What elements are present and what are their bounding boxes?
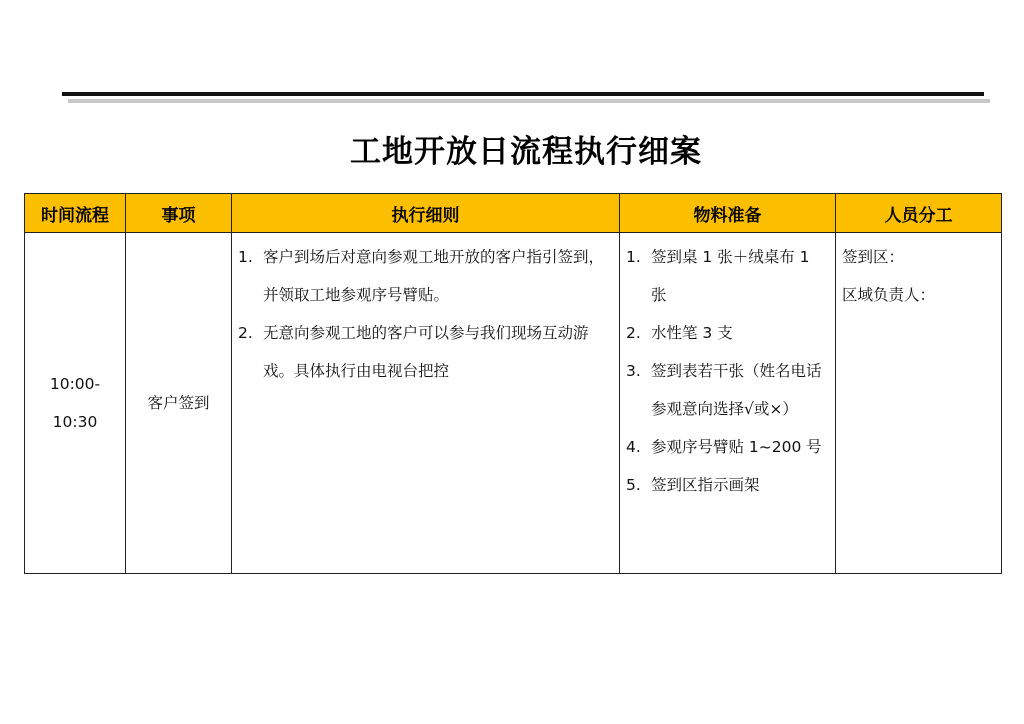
list-item: 5. 签到区指示画架 [626, 476, 760, 494]
materials-cell [620, 233, 836, 574]
list-item: 2. 水性笔 3 支 [626, 324, 733, 342]
materials-list [620, 233, 835, 509]
table-row [25, 233, 1002, 574]
header-rule-shadow [68, 99, 990, 103]
staff-area-lead: 区域负责人： [842, 286, 936, 304]
header-time: 时间流程 [25, 194, 126, 233]
list-item: 4. 参观序号臂贴 1~200 号 [626, 438, 822, 456]
schedule-table [24, 193, 1002, 574]
details-cell [232, 233, 620, 574]
staff-signin-area: 签到区： [842, 248, 905, 266]
table-header-row [25, 194, 1002, 233]
list-item: 3. 签到表若干张（姓名电话参观意向选择√或×） [626, 362, 822, 418]
header-materials: 物料准备 [620, 194, 836, 233]
list-item: 2. 无意向参观工地的客户可以参与我们现场互动游戏。具体执行由电视台把控 [238, 324, 589, 380]
details-list [232, 233, 619, 395]
page-title: 工地开放日流程执行细案 [350, 134, 702, 170]
list-item: 1. 签到桌 1 张＋绒桌布 1 张 [626, 248, 810, 304]
header-staff: 人员分工 [836, 194, 1002, 233]
item-label: 客户签到 [147, 394, 210, 412]
list-item: 1. 客户到场后对意向参观工地开放的客户指引签到，并领取工地参观序号臂贴。 [238, 248, 605, 304]
header-item: 事项 [126, 194, 232, 233]
item-cell [126, 233, 232, 574]
header-details: 执行细则 [232, 194, 620, 233]
time-cell [25, 233, 126, 574]
staff-cell [836, 233, 1002, 574]
header-rule [62, 92, 984, 96]
time-range: 10:00-10:30 [49, 375, 101, 431]
staff-list [836, 233, 1001, 319]
